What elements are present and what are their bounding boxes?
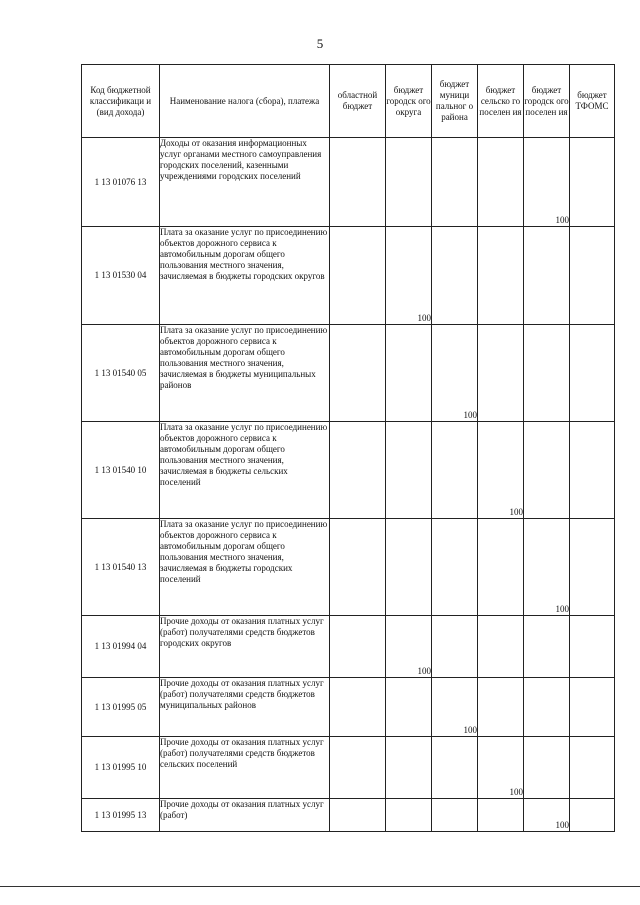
row-name: Плата за оказание услуг по присоединению объектов дорожного сервиса к автомобильным дорогам общего пользования местного значения, зачисляемая в бюджеты городских округов <box>160 227 330 325</box>
cell-tfoms <box>570 227 615 325</box>
row-name: Прочие доходы от оказания платных услуг (работ) <box>160 799 330 832</box>
cell-tfoms <box>570 519 615 616</box>
row-name: Плата за оказание услуг по присоединению объектов дорожного сервиса к автомобильным дорогам общего пользования местного значения, зачисляемая в бюджеты муниципальных районов <box>160 325 330 422</box>
cell-city-district <box>386 422 432 519</box>
row-name: Прочие доходы от оказания платных услуг (работ) получателями средств бюджетов городских округов <box>160 616 330 678</box>
cell-city-district <box>386 737 432 799</box>
cell-city-district <box>386 138 432 227</box>
cell-rural-settlement <box>478 519 524 616</box>
table-row <box>82 227 615 325</box>
cell-regional <box>330 799 386 832</box>
cell-tfoms <box>570 678 615 737</box>
page-number: 5 <box>316 36 324 51</box>
cell-rural-settlement <box>478 227 524 325</box>
cell-city-district <box>386 325 432 422</box>
table-row <box>82 519 615 616</box>
cell-rural-settlement <box>478 678 524 737</box>
cell-municipal-district <box>432 227 478 325</box>
cell-municipal-district <box>432 799 478 832</box>
cell-rural-settlement <box>478 325 524 422</box>
cell-municipal-district <box>432 422 478 519</box>
table-row <box>82 616 615 678</box>
header-municipal-district-budget: бюджет муници пальног о района <box>432 65 478 138</box>
cell-urban-settlement <box>524 227 570 325</box>
cell-urban-settlement: 100 <box>524 138 570 227</box>
header-tfoms-budget: бюджет ТФОМС <box>570 65 615 138</box>
cell-urban-settlement <box>524 422 570 519</box>
cell-municipal-district <box>432 138 478 227</box>
row-code: 1 13 01995 05 <box>82 678 160 737</box>
cell-rural-settlement: 100 <box>478 422 524 519</box>
header-name: Наименование налога (сбора), платежа <box>160 65 330 138</box>
cell-tfoms <box>570 799 615 832</box>
cell-municipal-district: 100 <box>432 325 478 422</box>
table-row <box>82 678 615 737</box>
cell-rural-settlement: 100 <box>478 737 524 799</box>
cell-tfoms <box>570 422 615 519</box>
header-rural-settlement-budget: бюджет сельско го поселен ия <box>478 65 524 138</box>
table-row <box>82 325 615 422</box>
header-regional-budget: областной бюджет <box>330 65 386 138</box>
cell-urban-settlement <box>524 616 570 678</box>
row-code: 1 13 01076 13 <box>82 138 160 227</box>
cell-regional <box>330 616 386 678</box>
cell-municipal-district <box>432 737 478 799</box>
header-urban-settlement-budget: бюджет городск ого поселен ия <box>524 65 570 138</box>
row-name: Плата за оказание услуг по присоединению объектов дорожного сервиса к автомобильным дорогам общего пользования местного значения, зачисляемая в бюджеты сельских поселений <box>160 422 330 519</box>
cell-urban-settlement: 100 <box>524 799 570 832</box>
cell-tfoms <box>570 325 615 422</box>
footer-divider <box>0 886 640 887</box>
cell-rural-settlement <box>478 799 524 832</box>
cell-regional <box>330 678 386 737</box>
row-code: 1 13 01995 13 <box>82 799 160 832</box>
table-row <box>82 422 615 519</box>
cell-urban-settlement <box>524 678 570 737</box>
cell-regional <box>330 227 386 325</box>
cell-rural-settlement <box>478 616 524 678</box>
row-code: 1 13 01995 10 <box>82 737 160 799</box>
row-code: 1 13 01540 10 <box>82 422 160 519</box>
revenue-distribution-table <box>81 64 615 832</box>
cell-regional <box>330 325 386 422</box>
cell-urban-settlement <box>524 325 570 422</box>
table-row <box>82 799 615 832</box>
cell-city-district <box>386 799 432 832</box>
cell-regional <box>330 737 386 799</box>
cell-rural-settlement <box>478 138 524 227</box>
header-city-district-budget: бюджет городск ого округа <box>386 65 432 138</box>
cell-urban-settlement <box>524 737 570 799</box>
table-row <box>82 138 615 227</box>
cell-urban-settlement: 100 <box>524 519 570 616</box>
cell-city-district <box>386 519 432 616</box>
cell-municipal-district: 100 <box>432 678 478 737</box>
cell-tfoms <box>570 138 615 227</box>
cell-municipal-district <box>432 519 478 616</box>
cell-city-district <box>386 678 432 737</box>
cell-city-district: 100 <box>386 227 432 325</box>
row-code: 1 13 01994 04 <box>82 616 160 678</box>
cell-tfoms <box>570 737 615 799</box>
cell-regional <box>330 422 386 519</box>
row-name: Прочие доходы от оказания платных услуг (работ) получателями средств бюджетов сельских поселений <box>160 737 330 799</box>
row-name: Доходы от оказания информационных услуг органами местного самоуправления городских поселений, казенными учреждениями городских поселений <box>160 138 330 227</box>
cell-regional <box>330 138 386 227</box>
header-code: Код бюджетной классификаци и (вид дохода) <box>82 65 160 138</box>
cell-city-district: 100 <box>386 616 432 678</box>
row-name: Плата за оказание услуг по присоединению объектов дорожного сервиса к автомобильным дорогам общего пользования местного значения, зачисляемая в бюджеты городских поселений <box>160 519 330 616</box>
table-row <box>82 737 615 799</box>
cell-regional <box>330 519 386 616</box>
row-name: Прочие доходы от оказания платных услуг (работ) получателями средств бюджетов муниципальных районов <box>160 678 330 737</box>
row-code: 1 13 01540 13 <box>82 519 160 616</box>
cell-municipal-district <box>432 616 478 678</box>
header-row <box>82 65 615 138</box>
cell-tfoms <box>570 616 615 678</box>
row-code: 1 13 01530 04 <box>82 227 160 325</box>
row-code: 1 13 01540 05 <box>82 325 160 422</box>
